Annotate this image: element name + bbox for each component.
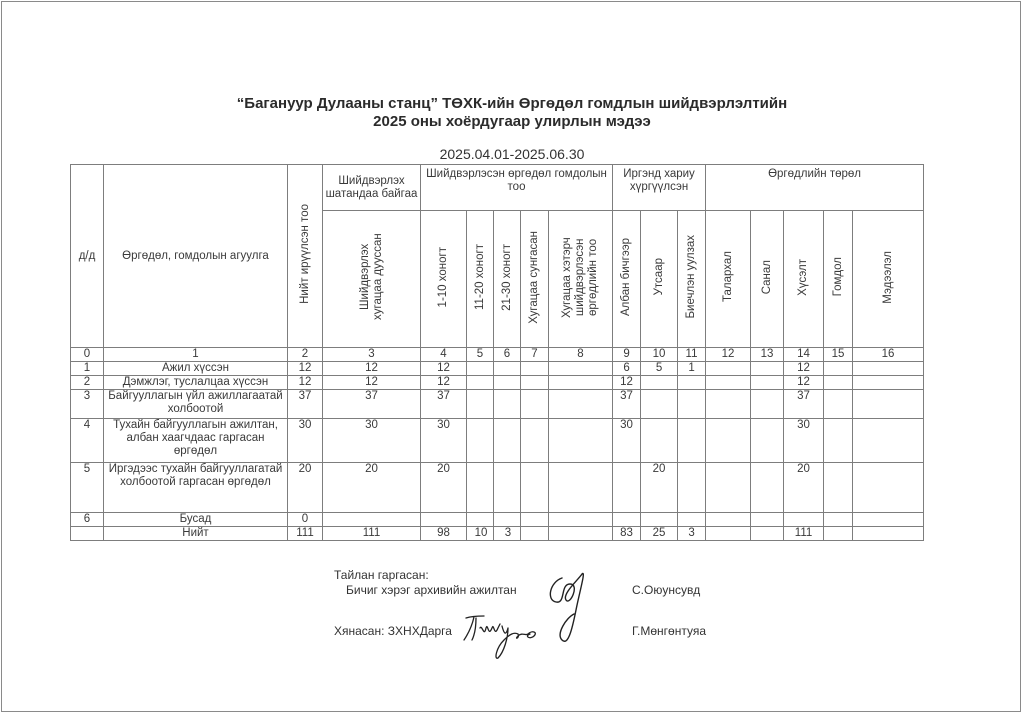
cell-by-phone: 5 — [641, 362, 678, 376]
complaints-table — [70, 164, 924, 541]
cell-extended — [521, 376, 549, 390]
cell-days-21-30 — [494, 419, 521, 463]
cell-days-11-20 — [467, 463, 494, 513]
cell-suggestion — [751, 390, 784, 419]
row-no: 6 — [71, 513, 104, 527]
cell-extended — [521, 390, 549, 419]
cell-days-1-10: 20 — [421, 463, 467, 513]
cell-days-1-10: 37 — [421, 390, 467, 419]
row-content: Нийт — [104, 527, 288, 541]
cell-days-21-30 — [494, 362, 521, 376]
cell-suggestion — [751, 376, 784, 390]
cell-late-resolved — [549, 463, 613, 513]
cell-report — [853, 527, 924, 541]
cell-request: 12 — [784, 362, 824, 376]
cell-thanks — [706, 362, 751, 376]
index-cell: 7 — [521, 348, 549, 362]
cell-report — [853, 376, 924, 390]
cell-in-person: 1 — [678, 362, 706, 376]
header-content: Өргөдөл, гомдолын агуулга — [104, 165, 288, 348]
cell-in-person — [678, 513, 706, 527]
index-cell: 13 — [751, 348, 784, 362]
cell-request: 30 — [784, 419, 824, 463]
index-cell: 9 — [613, 348, 641, 362]
cell-days-11-20 — [467, 513, 494, 527]
cell-pending-expired: 12 — [323, 376, 421, 390]
cell-report — [853, 390, 924, 419]
cell-days-11-20 — [467, 390, 494, 419]
row-content: Байгууллагын үйл ажиллагаатай холбоотой — [104, 390, 288, 419]
cell-pending-expired: 37 — [323, 390, 421, 419]
header-group-type: Өргөдлийн төрөл — [706, 165, 924, 211]
header-days-21-30: 21-30 хоногт — [494, 211, 521, 348]
index-cell: 14 — [784, 348, 824, 362]
cell-report — [853, 362, 924, 376]
cell-extended — [521, 463, 549, 513]
cell-days-11-20 — [467, 419, 494, 463]
cell-thanks — [706, 513, 751, 527]
cell-late-resolved — [549, 390, 613, 419]
cell-official-letter — [613, 513, 641, 527]
reviewed-by-name: Г.Мөнгөнтуяа — [632, 624, 707, 638]
cell-extended — [521, 513, 549, 527]
cell-in-person — [678, 390, 706, 419]
cell-in-person — [678, 419, 706, 463]
cell-request: 37 — [784, 390, 824, 419]
header-row-1 — [71, 165, 924, 211]
cell-extended — [521, 527, 549, 541]
cell-days-21-30 — [494, 463, 521, 513]
cell-late-resolved — [549, 419, 613, 463]
cell-suggestion — [751, 513, 784, 527]
cell-report — [853, 513, 924, 527]
cell-request: 12 — [784, 376, 824, 390]
table-row — [71, 376, 924, 390]
cell-total-received: 12 — [288, 362, 323, 376]
report-period: 2025.04.01-2025.06.30 — [439, 146, 585, 162]
cell-days-21-30 — [494, 390, 521, 419]
cell-days-1-10: 12 — [421, 376, 467, 390]
cell-official-letter: 6 — [613, 362, 641, 376]
prepared-by-name: С.Оюунсувд — [632, 583, 701, 597]
index-cell: 10 — [641, 348, 678, 362]
row-no: 3 — [71, 390, 104, 419]
row-content: Тухайн байгууллагын ажилтан, албан хаагчдаас гаргасан өргөдөл — [104, 419, 288, 463]
header-pending-expired: Шийдвэрлэх хугацаа дууссан — [323, 211, 421, 348]
header-request: Хүсэлт — [784, 211, 824, 348]
header-by-phone: Утсаар — [641, 211, 678, 348]
cell-total-received: 30 — [288, 419, 323, 463]
cell-late-resolved — [549, 513, 613, 527]
header-thanks: Талархал — [706, 211, 751, 348]
row-no: 1 — [71, 362, 104, 376]
row-no — [71, 527, 104, 541]
cell-thanks — [706, 419, 751, 463]
index-cell: 15 — [824, 348, 853, 362]
header-late-resolved: Хугацаа хэтэрч шийдвэрлэсэн өргөдлийн тоо — [549, 211, 613, 348]
index-cell: 3 — [323, 348, 421, 362]
cell-request — [784, 513, 824, 527]
cell-days-1-10: 12 — [421, 362, 467, 376]
cell-thanks — [706, 463, 751, 513]
index-cell: 5 — [467, 348, 494, 362]
cell-in-person: 3 — [678, 527, 706, 541]
cell-pending-expired: 12 — [323, 362, 421, 376]
cell-suggestion — [751, 527, 784, 541]
cell-late-resolved — [549, 362, 613, 376]
header-total-received: Нийт ирүүлсэн тоо — [288, 165, 323, 348]
cell-pending-expired: 30 — [323, 419, 421, 463]
header-complaint: Гомдол — [824, 211, 853, 348]
signature-reviewed-icon — [458, 612, 553, 662]
table-row — [71, 419, 924, 463]
row-content: Иргэдээс тухайн байгууллагатай холбоотой гаргасан өргөдөл — [104, 463, 288, 513]
cell-days-11-20 — [467, 376, 494, 390]
cell-thanks — [706, 527, 751, 541]
cell-complaint — [824, 513, 853, 527]
cell-days-1-10: 30 — [421, 419, 467, 463]
index-cell: 8 — [549, 348, 613, 362]
index-cell: 16 — [853, 348, 924, 362]
header-official-letter: Албан бичгээр — [613, 211, 641, 348]
prepared-by-position: Бичиг хэрэг архивийн ажилтан — [346, 583, 517, 597]
cell-days-11-20 — [467, 362, 494, 376]
header-suggestion: Санал — [751, 211, 784, 348]
table-row — [71, 463, 924, 513]
cell-days-11-20: 10 — [467, 527, 494, 541]
header-in-person: Биечлэн уулзах — [678, 211, 706, 348]
cell-pending-expired: 111 — [323, 527, 421, 541]
header-days-1-10: 1-10 хоногт — [421, 211, 467, 348]
cell-days-1-10 — [421, 513, 467, 527]
cell-by-phone: 25 — [641, 527, 678, 541]
cell-pending-expired: 20 — [323, 463, 421, 513]
row-content: Ажил хүссэн — [104, 362, 288, 376]
cell-by-phone — [641, 376, 678, 390]
header-extended: Хугацаа сунгасан — [521, 211, 549, 348]
cell-days-1-10: 98 — [421, 527, 467, 541]
prepared-by-label: Тайлан гаргасан: — [334, 568, 429, 582]
table-row — [71, 390, 924, 419]
column-index-row — [71, 348, 924, 362]
header-group-response: Иргэнд хариу хүргүүлсэн — [613, 165, 706, 211]
cell-official-letter: 83 — [613, 527, 641, 541]
cell-request: 111 — [784, 527, 824, 541]
cell-official-letter: 30 — [613, 419, 641, 463]
cell-complaint — [824, 362, 853, 376]
cell-suggestion — [751, 362, 784, 376]
cell-by-phone — [641, 419, 678, 463]
header-group-pending: Шийдвэрлэх шатандаа байгаа — [323, 165, 421, 211]
cell-late-resolved — [549, 527, 613, 541]
report-title-line2: 2025 оны хоёрдугаар улирлын мэдээ — [373, 113, 651, 130]
header-no: д/д — [71, 165, 104, 348]
header-report: Мэдээлэл — [853, 211, 924, 348]
cell-complaint — [824, 376, 853, 390]
reviewed-by-label: Хянасан: ЗХНХДарга — [334, 624, 452, 638]
cell-total-received: 12 — [288, 376, 323, 390]
cell-complaint — [824, 527, 853, 541]
cell-suggestion — [751, 419, 784, 463]
cell-total-received: 0 — [288, 513, 323, 527]
cell-official-letter: 37 — [613, 390, 641, 419]
header-group-resolved: Шийдвэрлэсэн өргөдөл гомдолын тоо — [421, 165, 613, 211]
index-cell: 2 — [288, 348, 323, 362]
table-row — [71, 362, 924, 376]
index-cell: 4 — [421, 348, 467, 362]
cell-report — [853, 419, 924, 463]
cell-total-received: 20 — [288, 463, 323, 513]
index-cell: 11 — [678, 348, 706, 362]
cell-official-letter — [613, 463, 641, 513]
index-cell: 1 — [104, 348, 288, 362]
cell-report — [853, 463, 924, 513]
cell-days-21-30 — [494, 376, 521, 390]
cell-by-phone: 20 — [641, 463, 678, 513]
index-cell: 6 — [494, 348, 521, 362]
cell-complaint — [824, 419, 853, 463]
total-row — [71, 527, 924, 541]
cell-thanks — [706, 390, 751, 419]
cell-by-phone — [641, 390, 678, 419]
row-no: 4 — [71, 419, 104, 463]
row-no: 5 — [71, 463, 104, 513]
cell-complaint — [824, 390, 853, 419]
cell-in-person — [678, 376, 706, 390]
cell-days-21-30 — [494, 513, 521, 527]
cell-days-21-30: 3 — [494, 527, 521, 541]
cell-official-letter: 12 — [613, 376, 641, 390]
row-content: Дэмжлэг, туслалцаа хүссэн — [104, 376, 288, 390]
cell-complaint — [824, 463, 853, 513]
cell-request: 20 — [784, 463, 824, 513]
cell-extended — [521, 362, 549, 376]
cell-total-received: 111 — [288, 527, 323, 541]
cell-thanks — [706, 376, 751, 390]
cell-by-phone — [641, 513, 678, 527]
cell-in-person — [678, 463, 706, 513]
cell-pending-expired — [323, 513, 421, 527]
report-title-line1: “Багануур Дулааны станц” ТӨХК-ийн Өргөдөл гомдлын шийдвэрлэлтийн — [236, 95, 788, 112]
cell-suggestion — [751, 463, 784, 513]
cell-total-received: 37 — [288, 390, 323, 419]
index-cell: 12 — [706, 348, 751, 362]
cell-late-resolved — [549, 376, 613, 390]
row-no: 2 — [71, 376, 104, 390]
cell-extended — [521, 419, 549, 463]
row-content: Бусад — [104, 513, 288, 527]
header-days-11-20: 11-20 хоногт — [467, 211, 494, 348]
table-row — [71, 513, 924, 527]
index-cell: 0 — [71, 348, 104, 362]
